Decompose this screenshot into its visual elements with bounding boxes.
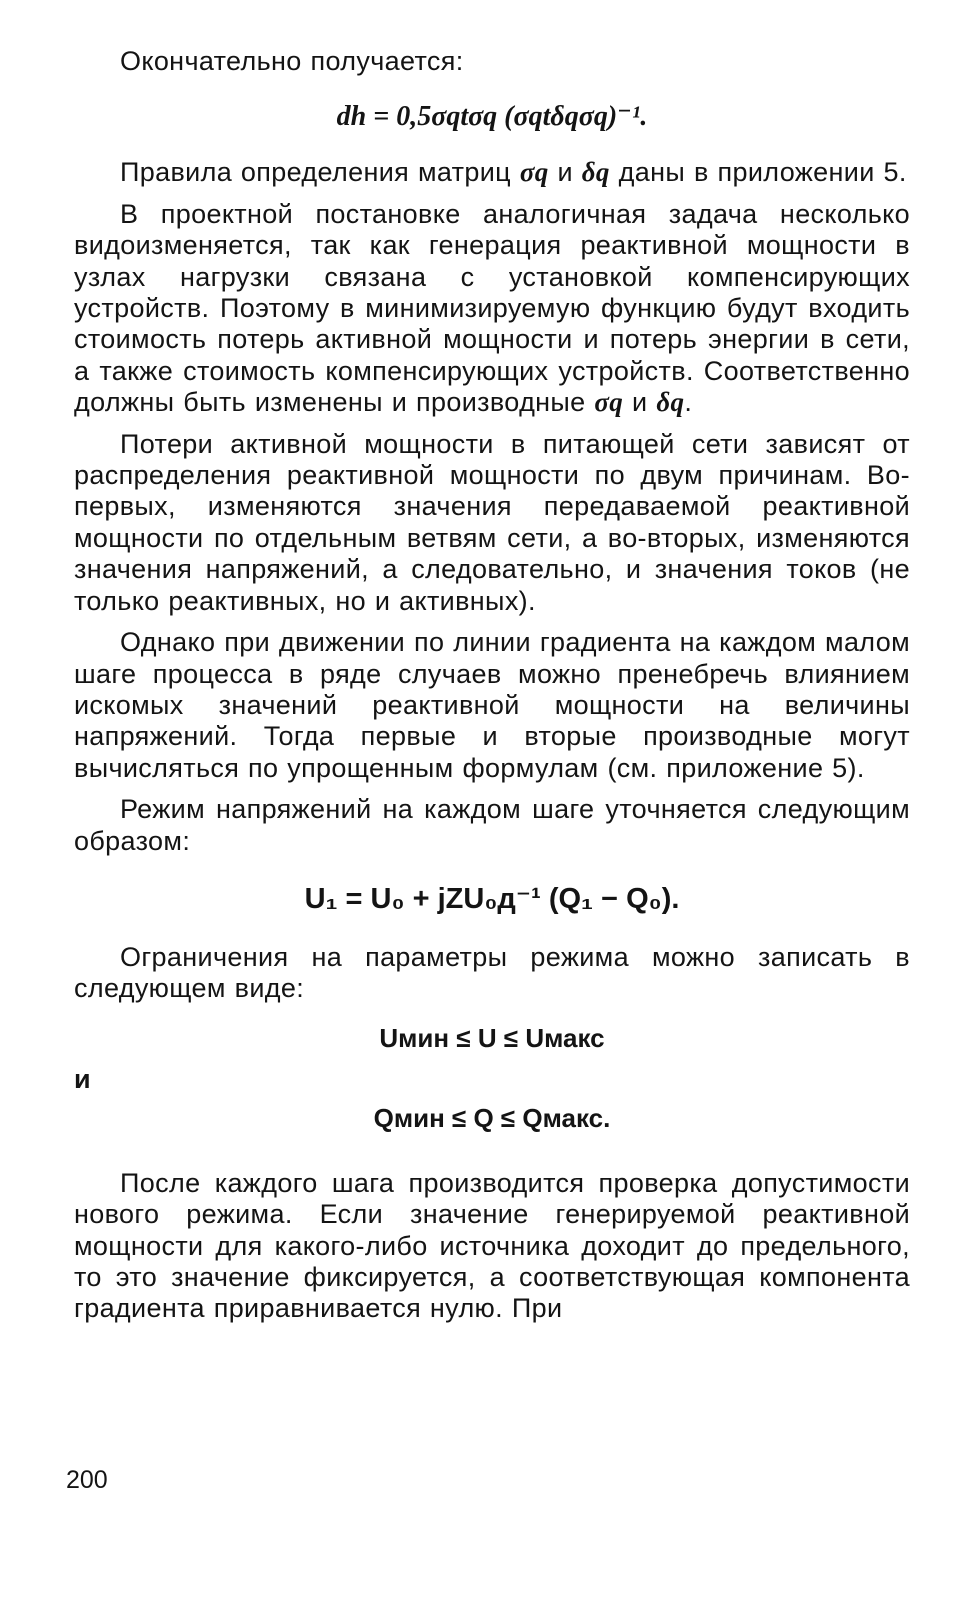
constraint-voltage: Uмин ≤ U ≤ Uмакс xyxy=(379,1022,605,1053)
formula-dh-rhs: 0,5σqtσq (σqtδqσq)⁻¹. xyxy=(396,101,648,133)
formula-voltage: U₁ = U₀ + jZU₀д⁻¹ (Q₁ − Q₀). xyxy=(304,882,680,915)
design-sym-sigma: σq xyxy=(594,387,624,418)
rules-sym-delta: δq xyxy=(581,157,610,188)
constraint-reactive-power: Qмин ≤ Q ≤ Qмакс. xyxy=(373,1102,611,1133)
conjunction-and: и xyxy=(74,1063,91,1094)
losses-paragraph: Потери активной мощности в питающей сети зависят от распределения реактивной мощности по двум причинам. Во-первых, изменяются значения передаваемой реактивной мощности по отдельным ветвям сети, а во-вторых, изменяются значения напряжений, а следовательно, и значения токов (не только реактивных, но и активных). xyxy=(74,428,910,616)
gradient-paragraph: Однако при движении по линии градиента на каждом малом шаге процесса в ряде случаев можно пренебречь влиянием искомых значений реактивной мощности на величины напряжений. Тогда первые и вторые производные могут вычисляться по упрощенным формулам (см. приложение 5). xyxy=(74,627,910,783)
rules-sym-sigma: σq xyxy=(519,157,549,188)
constraints-paragraph: Ограничения на параметры режима можно записать в следующем виде: xyxy=(74,941,910,1004)
rules-before: Правила определения матриц xyxy=(120,157,520,188)
voltage-paragraph: Режим напряжений на каждом шаге уточняется следующим образом: xyxy=(74,794,910,856)
rules-paragraph xyxy=(74,157,910,188)
design-end: . xyxy=(684,387,693,418)
document-page xyxy=(74,46,910,1325)
page-number: 200 xyxy=(66,1466,108,1494)
design-mid: и xyxy=(623,387,657,418)
design-sym-delta: δq xyxy=(656,387,685,418)
rules-mid: и xyxy=(548,157,582,188)
intro-line: Окончательно получается: xyxy=(120,46,464,76)
formula-dh: dh = 0,5σqtσq (σqtδqσq)⁻¹. xyxy=(336,101,648,133)
formula-dh-lhs: dh xyxy=(336,101,367,133)
design-paragraph xyxy=(74,199,910,419)
rules-after: даны в приложении 5. xyxy=(609,157,907,188)
after-step-paragraph: После каждого шага производится проверка допустимости нового режима. Если значение генерируемой реактивной мощности для какого-либо источника доходит до предельного, то это значение фиксируется, а соответствующая компонента градиента приравнивается нулю. При xyxy=(74,1167,910,1324)
design-text: В проектной постановке аналогичная задача несколько видоизменяется, так как генерация реактивной мощности в узлах нагрузки связана с установкой компенсирующих устройств. Поэтому в минимизируемую функцию будут входить стоимость потерь активной мощности и потерь энергии в сети, а также стоимость компенсирующих устройств. Соответственно должны быть изменены и производные xyxy=(74,198,910,418)
